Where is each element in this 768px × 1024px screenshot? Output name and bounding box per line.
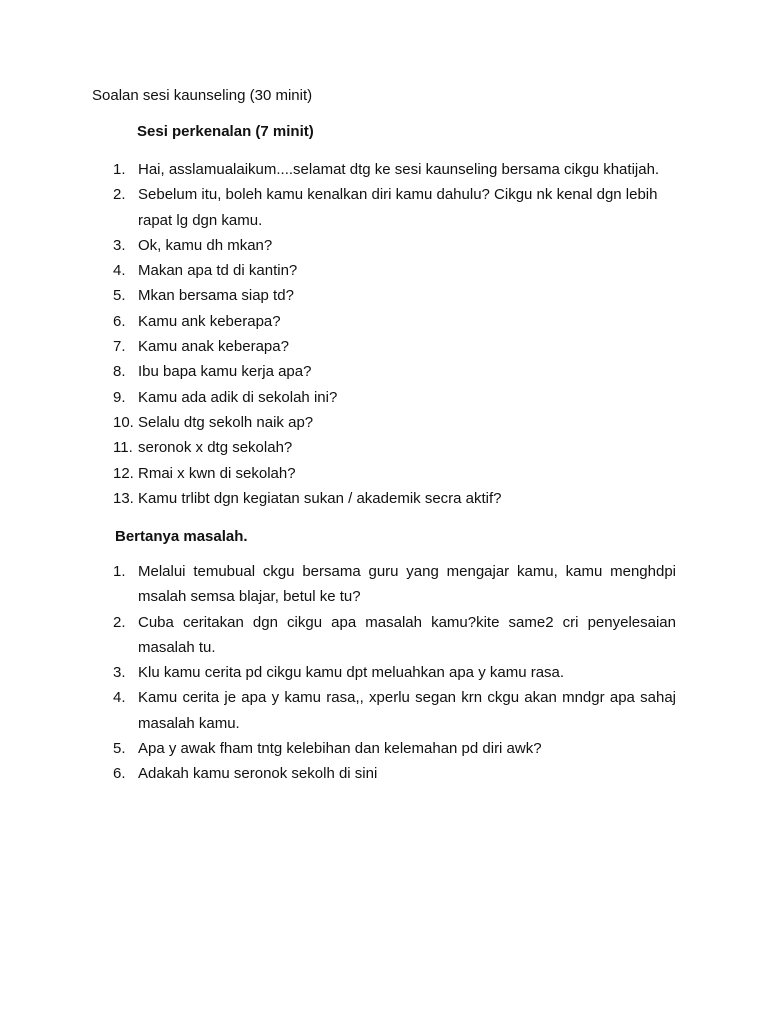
item-text: Kamu cerita je apa y kamu rasa,, xperlu segan krn ckgu akan mndgr apa sahaj masalah kamu.	[138, 689, 676, 732]
item-text: Kamu anak keberapa?	[138, 338, 289, 356]
item-text: Klu kamu cerita pd cikgu kamu dpt meluahkan apa y kamu rasa.	[138, 664, 565, 682]
item-number: 2.	[113, 186, 126, 204]
item-text: Kamu trlibt dgn kegiatan sukan / akademik secra aktif?	[138, 489, 502, 507]
item-number: 7.	[113, 338, 126, 356]
item-text: seronok x dtg sekolah?	[138, 439, 293, 457]
item-text: Mkan bersama siap td?	[138, 287, 294, 305]
section-heading-introduction: Sesi perkenalan (7 minit)	[137, 123, 314, 140]
problem-question-list	[0, 559, 768, 787]
item-number: 12.	[113, 464, 134, 482]
section-heading-problems: Bertanya masalah.	[115, 528, 248, 545]
list-item	[0, 559, 676, 610]
item-number: 1.	[113, 563, 126, 580]
list-item	[0, 182, 676, 233]
list-item	[0, 435, 676, 460]
item-text: Ibu bapa kamu kerja apa?	[138, 363, 312, 381]
list-item	[0, 359, 676, 384]
item-text: Rmai x kwn di sekolah?	[138, 464, 296, 482]
item-number: 3.	[113, 664, 126, 682]
list-item	[0, 309, 676, 334]
list-item	[0, 660, 676, 685]
item-number: 8.	[113, 363, 126, 381]
item-number: 3.	[113, 236, 126, 254]
item-number: 10.	[113, 413, 134, 431]
item-number: 13.	[113, 489, 134, 507]
item-number: 5.	[113, 740, 126, 758]
list-item	[0, 761, 676, 786]
item-number: 4.	[113, 689, 126, 707]
list-item	[0, 157, 676, 182]
list-item	[0, 410, 676, 435]
list-item	[0, 736, 676, 761]
item-number: 4.	[113, 262, 126, 280]
item-text: Makan apa td di kantin?	[138, 262, 298, 280]
item-number: 2.	[113, 613, 126, 631]
introduction-question-list	[0, 157, 768, 511]
item-number: 9.	[113, 388, 126, 406]
item-number: 1.	[113, 161, 126, 178]
item-text: Kamu ada adik di sekolah ini?	[138, 388, 338, 406]
item-text: Cuba ceritakan dgn cikgu apa masalah kamu?kite same2 cri penyelesaian masalah tu.	[138, 613, 676, 656]
item-text: Sebelum itu, boleh kamu kenalkan diri kamu dahulu? Cikgu nk kenal dgn lebih rapat lg dgn kamu.	[138, 186, 658, 229]
list-item	[0, 283, 676, 308]
item-text: Ok, kamu dh mkan?	[138, 236, 273, 254]
list-item	[0, 610, 676, 661]
item-text: Apa y awak fham tntg kelebihan dan kelemahan pd diri awk?	[138, 740, 542, 758]
list-item	[0, 486, 676, 511]
list-item	[0, 233, 676, 258]
list-item	[0, 385, 676, 410]
item-number: 5.	[113, 287, 126, 305]
list-item	[0, 258, 676, 283]
item-text: Kamu ank keberapa?	[138, 312, 281, 330]
list-item	[0, 461, 676, 486]
item-text: Adakah kamu seronok sekolh di sini	[138, 765, 378, 783]
item-number: 6.	[113, 312, 126, 330]
list-item	[0, 334, 676, 359]
item-number: 6.	[113, 765, 126, 783]
item-text: Melalui temubual ckgu bersama guru yang mengajar kamu, kamu menghdpi msalah semsa blajar, betul ke tu?	[138, 563, 676, 606]
list-item	[0, 685, 676, 736]
document-title: Soalan sesi kaunseling (30 minit)	[92, 87, 313, 104]
item-number: 11.	[113, 439, 133, 457]
item-text: Selalu dtg sekolh naik ap?	[138, 413, 314, 431]
item-text: Hai, asslamualaikum....selamat dtg ke sesi kaunseling bersama cikgu khatijah.	[138, 161, 660, 178]
